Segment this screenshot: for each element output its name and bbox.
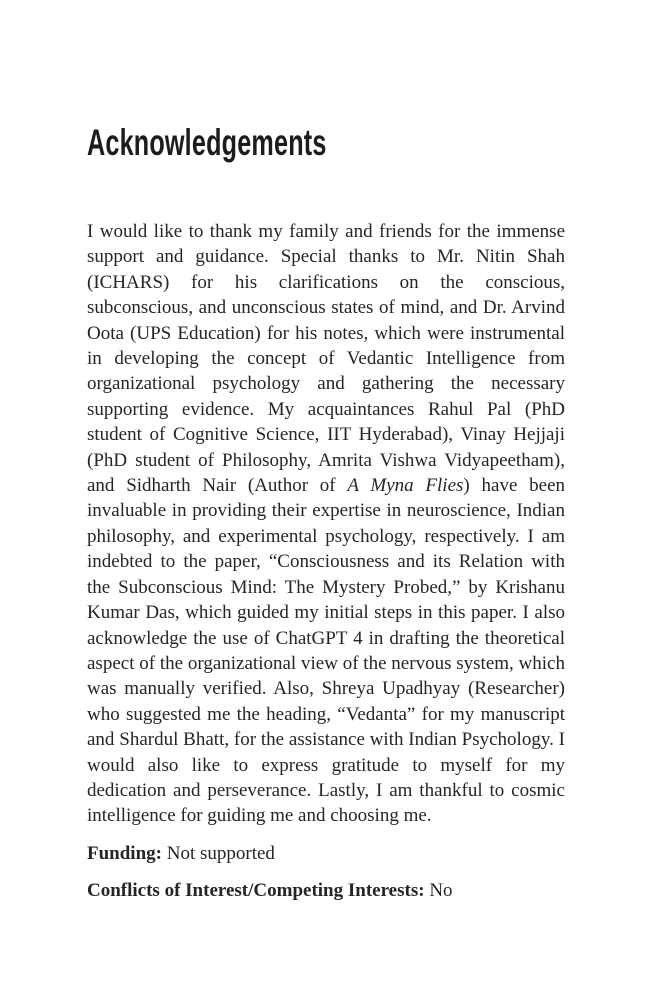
acknowledgements-text-part1: I would like to thank my family and friends for the immense support and guidance. Special thanks to Mr. Nitin Shah (ICHARS) for his clarifications on the conscious, subconscious, and unconscious states of mind, and Dr. Arvind Oota (UPS Education) for his notes, which were instrumental in developing the concept of Vedantic Intelligence from organizational psychology and gathering the necessary supporting evidence. My acquaintances Rahul Pal (PhD student of Cognitive Science, IIT Hyderabad), Vinay Hejjaji (PhD student of Philosophy, Amrita Vishwa Vidyapeetham), and Sidharth Nair (Author of <box>87 221 565 497</box>
book-title-italic: A Myna Flies <box>347 475 464 497</box>
funding-line <box>87 841 565 866</box>
funding-label: Funding: <box>87 842 162 864</box>
conflicts-label: Conflicts of Interest/Competing Interests: <box>87 880 425 902</box>
acknowledgements-paragraph <box>87 219 565 829</box>
page-title: Acknowledgements <box>87 122 327 163</box>
acknowledgements-text-part2: ) have been invaluable in providing their expertise in neuroscience, Indian philosophy, and experimental psychology, respectively. I am indebted to the paper, “Consciousness and its Relation with the Subconscious Mind: The Mystery Probed,” by Krishanu Kumar Das, which guided my initial steps in this paper. I also acknowledge the use of ChatGPT 4 in drafting the theoretical aspect of the organizational view of the nervous system, which was manually verified. Also, Shreya Upadhyay (Researcher) who suggested me the heading, “Vedanta” for my manuscript and Shardul Bhatt, for the assistance with Indian Psychology. I would also like to express gratitude to myself for my dedication and perseverance. Lastly, I am thankful to cosmic intelligence for guiding me and choosing me. <box>87 475 566 827</box>
conflicts-line <box>87 878 565 903</box>
conflicts-value: No <box>424 880 453 902</box>
funding-value: Not supported <box>161 842 275 864</box>
